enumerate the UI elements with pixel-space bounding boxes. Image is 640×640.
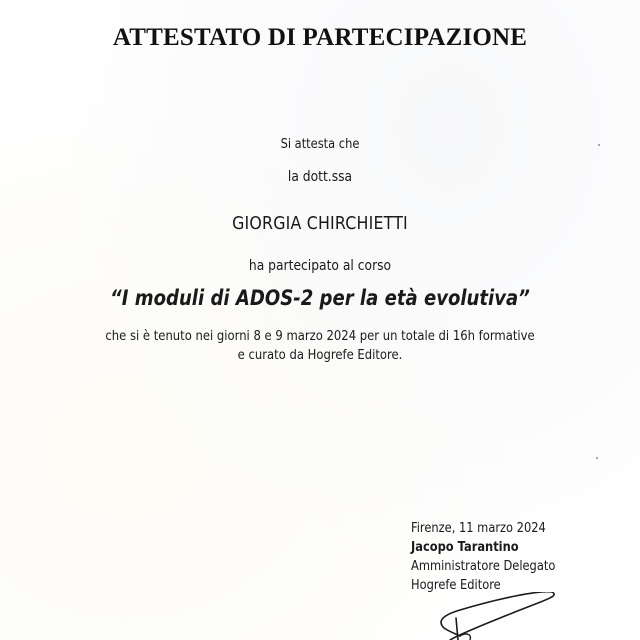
signatory-role: Amministratore Delegato: [411, 559, 556, 574]
signatory-block: [411, 519, 555, 595]
signatory-organization: Hogrefe Editore: [411, 578, 501, 593]
scan-speck: [596, 457, 598, 459]
recipient-name: GIORGIA CHIRCHIETTI: [232, 213, 408, 234]
intro-text: Si attesta che: [280, 137, 360, 152]
signatory-name: Jacopo Tarantino: [411, 540, 519, 555]
course-details-line-1: che si è tenuto nei giorni 8 e 9 marzo 2024 per un totale di 16h formative: [105, 328, 535, 344]
course-title: “I moduli di ADOS-2 per la età evolutiva”: [110, 286, 530, 310]
participation-text: ha partecipato al corso: [248, 258, 392, 274]
course-details-line-2: e curato da Hogrefe Editore.: [237, 347, 403, 363]
scan-speck: [598, 144, 600, 146]
certificate-title: ATTESTATO DI PARTECIPAZIONE: [112, 24, 528, 51]
signature-icon: [420, 592, 570, 640]
place-date: Firenze, 11 marzo 2024: [411, 521, 546, 536]
honorific-text: la dott.ssa: [287, 169, 353, 185]
